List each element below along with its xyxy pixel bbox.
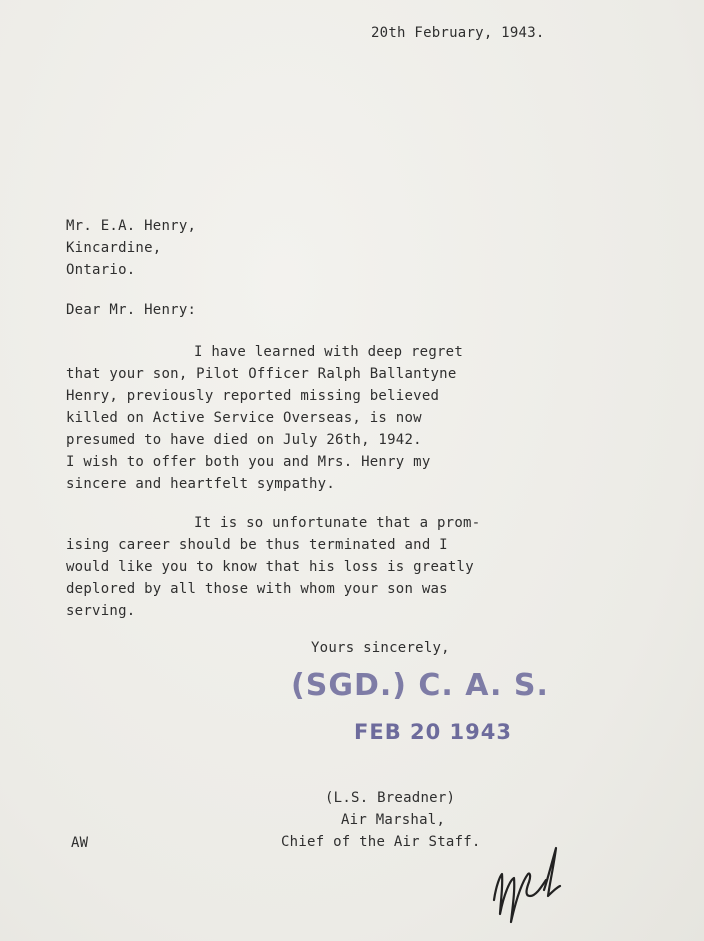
signatory-name: (L.S. Breadner) bbox=[325, 790, 456, 806]
signed-stamp: (SGD.) C. A. S. bbox=[291, 668, 549, 703]
complimentary-close: Yours sincerely, bbox=[311, 640, 450, 656]
recipient-address bbox=[66, 215, 196, 281]
paragraph-line: that your son, Pilot Officer Ralph Ballantyne bbox=[66, 366, 457, 382]
paragraph-line: I have learned with deep regret bbox=[194, 344, 464, 360]
paragraph-line: It is so unfortunate that a prom- bbox=[194, 515, 481, 531]
paragraph-line: ising career should be thus terminated and I bbox=[66, 537, 448, 553]
handwritten-initials-mark bbox=[486, 842, 566, 932]
paragraph-line: presumed to have died on July 26th, 1942. bbox=[66, 432, 422, 448]
date-stamp: FEB 20 1943 bbox=[354, 720, 512, 744]
paragraph-1 bbox=[66, 341, 463, 495]
salutation: Dear Mr. Henry: bbox=[66, 302, 197, 318]
letter-date: 20th February, 1943. bbox=[371, 25, 545, 41]
paragraph-line: would like you to know that his loss is greatly bbox=[66, 559, 474, 575]
signature-block bbox=[281, 787, 481, 853]
paragraph-2 bbox=[66, 512, 480, 622]
address-line: Kincardine, bbox=[66, 240, 162, 256]
address-line: Mr. E.A. Henry, bbox=[66, 218, 197, 234]
paragraph-line: sincere and heartfelt sympathy. bbox=[66, 476, 336, 492]
typist-initials: AW bbox=[71, 835, 89, 851]
signatory-rank: Air Marshal, bbox=[341, 812, 446, 828]
paragraph-line: serving. bbox=[66, 603, 136, 619]
paragraph-line: Henry, previously reported missing believed bbox=[66, 388, 440, 404]
paragraph-line: I wish to offer both you and Mrs. Henry my bbox=[66, 454, 431, 470]
paragraph-line: deplored by all those with whom your son was bbox=[66, 581, 448, 597]
address-line: Ontario. bbox=[66, 262, 136, 278]
signatory-title: Chief of the Air Staff. bbox=[281, 834, 481, 850]
paragraph-line: killed on Active Service Overseas, is now bbox=[66, 410, 422, 426]
